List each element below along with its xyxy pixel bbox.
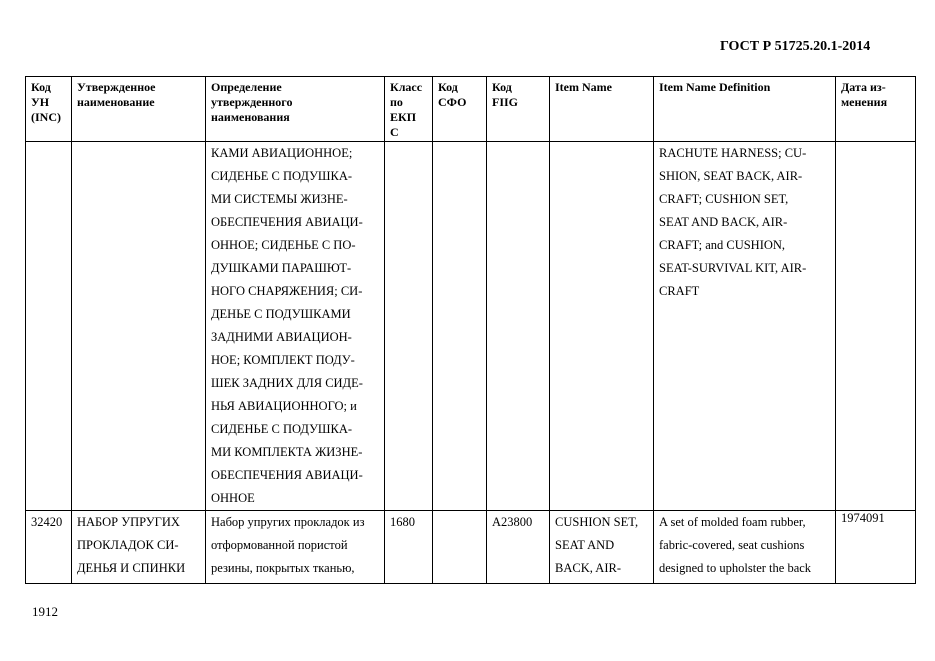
text-line: Код xyxy=(492,80,512,94)
text-line: КАМИ АВИАЦИОННОЕ; xyxy=(211,146,353,160)
text-line: МИ КОМПЛЕКТА ЖИЗНЕ- xyxy=(211,445,363,459)
text-line: Определение xyxy=(211,80,282,94)
header-approved-name xyxy=(72,77,206,142)
text-line: менения xyxy=(841,95,888,109)
header-class xyxy=(385,77,433,142)
definition-ru-cell xyxy=(206,511,385,584)
sfo-cell xyxy=(433,142,487,511)
text-line: С xyxy=(390,125,399,139)
text-line: FIIG xyxy=(492,95,519,109)
text-line: ПРОКЛАДОК СИ- xyxy=(77,538,179,553)
text-line: СФО xyxy=(438,95,467,109)
catalog-table xyxy=(25,76,916,584)
text-line: BACK, AIR- xyxy=(555,561,621,576)
text-line: ЗАДНИМИ АВИАЦИОН- xyxy=(211,330,352,344)
text-line: SEAT-SURVIVAL KIT, AIR- xyxy=(659,261,807,275)
header-row xyxy=(26,77,916,142)
text-line: CUSHION SET, xyxy=(555,515,639,529)
text-line: Набор упругих прокладок из xyxy=(211,515,365,529)
text-line: (INC) xyxy=(31,110,61,124)
text-line: RACHUTE HARNESS; CU- xyxy=(659,146,807,160)
text-line: СИДЕНЬЕ С ПОДУШКА- xyxy=(211,169,353,183)
table-row xyxy=(26,511,916,584)
text-line: НОЕ; КОМПЛЕКТ ПОДУ- xyxy=(211,353,355,367)
text-line: CRAFT; CUSHION SET, xyxy=(659,192,789,206)
table-row-continued xyxy=(26,142,916,511)
text-line: Утвержденное xyxy=(77,80,156,94)
text-line: Код xyxy=(31,80,51,94)
text-line: ДЕНЬЕ С ПОДУШКАМИ xyxy=(211,307,351,321)
class-cell: 1680 xyxy=(385,511,433,584)
text-line: Код xyxy=(438,80,458,94)
date-cell: 1974091 xyxy=(836,511,916,584)
text-line: Класс xyxy=(390,80,423,94)
header-fiig xyxy=(487,77,550,142)
text-line: наименования xyxy=(211,110,290,124)
text-line: SEAT AND BACK, AIR- xyxy=(659,215,788,229)
text-line: ДЕНЬЯ И СПИНКИ xyxy=(77,561,186,576)
text-line: CRAFT; and CUSHION, xyxy=(659,238,786,252)
item-name-cell xyxy=(550,142,654,511)
definition-en-cell xyxy=(654,511,836,584)
text-line: УН xyxy=(31,95,50,109)
page-number: 1912 xyxy=(32,604,58,619)
date-cell xyxy=(836,142,916,511)
text-line: CRAFT xyxy=(659,284,700,298)
text-line: ОННОЕ xyxy=(211,491,255,505)
header-item-name xyxy=(550,77,654,142)
fiig-cell xyxy=(487,142,550,511)
name-ru-cell xyxy=(72,511,206,584)
text-line: наименование xyxy=(77,95,155,109)
text-line: НАБОР УПРУГИХ xyxy=(77,515,180,529)
text-line: МИ СИСТЕМЫ ЖИЗНЕ- xyxy=(211,192,348,206)
class-cell xyxy=(385,142,433,511)
text-line: SHION, SEAT BACK, AIR- xyxy=(659,169,803,183)
text-line: Item Name xyxy=(555,80,612,94)
item-name-cell xyxy=(550,511,654,584)
text-line: отформованной пористой xyxy=(211,538,348,553)
text-line: ОННОЕ; СИДЕНЬЕ С ПО- xyxy=(211,238,356,252)
text-line: ОБЕСПЕЧЕНИЯ АВИАЦИ- xyxy=(211,468,363,482)
text-line: Дата из- xyxy=(841,80,886,94)
text-line: ОБЕСПЕЧЕНИЯ АВИАЦИ- xyxy=(211,215,363,229)
inc-cell xyxy=(26,142,72,511)
sfo-cell xyxy=(433,511,487,584)
text-line: по xyxy=(390,95,403,109)
text-line: fabric-covered, seat cushions xyxy=(659,538,805,553)
header-change-date xyxy=(836,77,916,142)
text-line: ШЕК ЗАДНИХ ДЛЯ СИДЕ- xyxy=(211,376,363,390)
header-inc xyxy=(26,77,72,142)
inc-cell: 32420 xyxy=(26,511,72,584)
text-line: SEAT AND xyxy=(555,538,615,553)
text-line: Item Name Definition xyxy=(659,80,771,94)
fiig-cell: A23800 xyxy=(487,511,550,584)
header-definition xyxy=(206,77,385,142)
header-sfo xyxy=(433,77,487,142)
text-line: НОГО СНАРЯЖЕНИЯ; СИ- xyxy=(211,284,363,298)
document-id: ГОСТ Р 51725.20.1-2014 xyxy=(720,39,871,54)
text-line: A set of molded foam rubber, xyxy=(659,515,806,529)
text-line: резины, покрытых тканью, xyxy=(211,561,355,576)
definition-ru-cell xyxy=(206,142,385,511)
text-line: ДУШКАМИ ПАРАШЮТ- xyxy=(211,261,352,275)
text-line: designed to upholster the back xyxy=(659,561,812,576)
header-item-definition xyxy=(654,77,836,142)
text-line: НЬЯ АВИАЦИОННОГО; и xyxy=(211,399,357,413)
text-line: СИДЕНЬЕ С ПОДУШКА- xyxy=(211,422,353,436)
definition-en-cell xyxy=(654,142,836,511)
text-line: ЕКП xyxy=(390,110,417,124)
name-ru-cell xyxy=(72,142,206,511)
text-line: утвержденного xyxy=(211,95,293,109)
